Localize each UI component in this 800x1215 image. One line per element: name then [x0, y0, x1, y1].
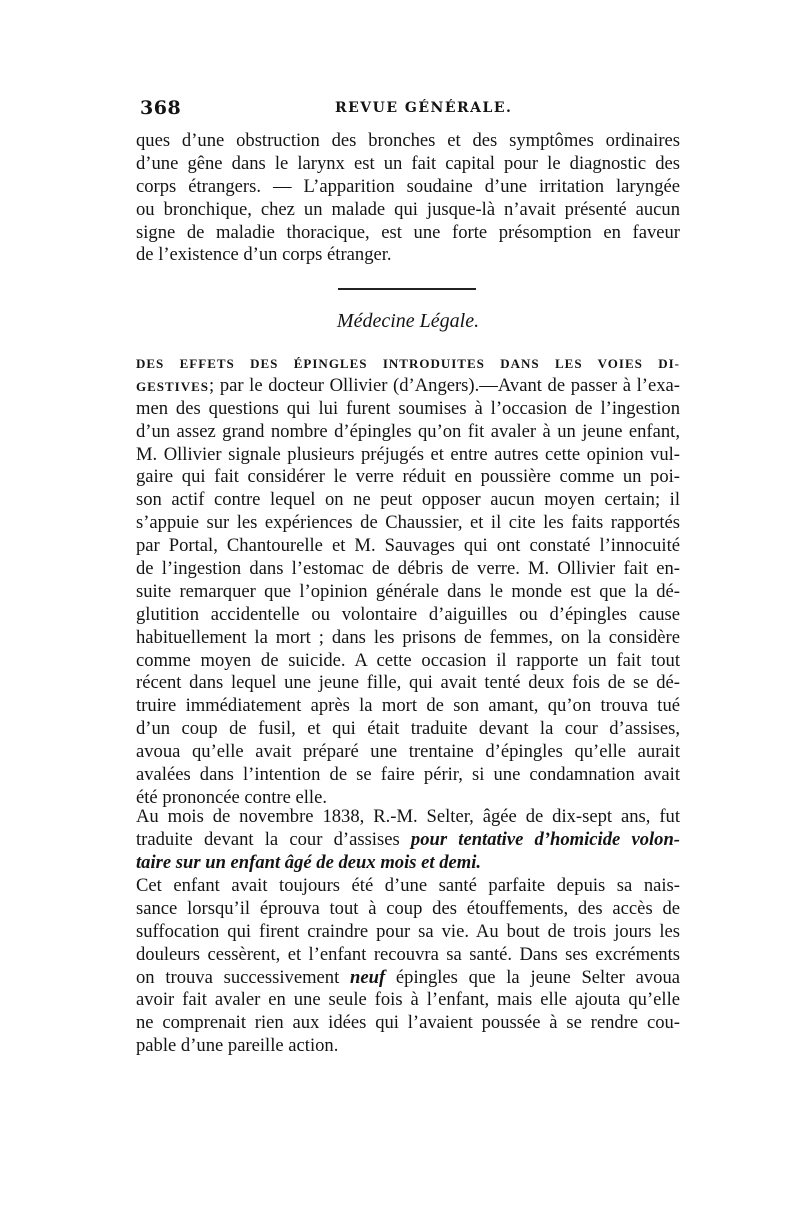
text-line [136, 829, 680, 852]
line-text: traduite devant la cour d’assises [136, 828, 411, 850]
text-line: sance lorsqu’il éprouva tout à coup des étouffements, des accès de [136, 897, 680, 919]
text-line [136, 967, 680, 990]
article-title-line [136, 352, 680, 375]
charge-emphasis: taire sur un enfant âgé de deux mois et demi. [136, 851, 482, 873]
page-number: 368 [140, 97, 182, 119]
text-line: men des questions qui lui furent soumises à l’occasion de l’ingestion [136, 397, 680, 419]
text-line: gaire qui fait considérer le verre réduit en poussière comme un poi- [136, 466, 680, 488]
line-text: épingles que la jeune Selter avoua [385, 966, 680, 988]
text-line: de l’ingestion dans l’estomac de débris de verre. M. Ollivier fait en- [136, 558, 680, 580]
text-line: M. Ollivier signale plusieurs préjugés et entre autres cette opinion vul- [136, 443, 680, 465]
text-line: habituellement la mort ; dans les prisons de femmes, on la considère [136, 626, 680, 648]
text-line [136, 806, 680, 829]
text-line: corps étrangers. — L’apparition soudaine d’une irritation laryngée [136, 175, 680, 197]
article-title-part1: DES EFFETS DES ÉPINGLES INTRODUITES DANS LES VOIES DI- [136, 356, 680, 371]
line-text: Au mois de novembre 1838, R.-M. Selter, âgée de dix-sept ans, fut [136, 806, 680, 827]
running-head [140, 97, 680, 123]
text-line: suite remarquer que l’opinion générale dans le monde est que la dé- [136, 580, 680, 602]
charge-emphasis: pour tentative d’homicide volon- [410, 828, 680, 850]
article-paragraph [136, 352, 680, 810]
text-line [136, 852, 680, 875]
text-line: truire immédiatement après la mort de son amant, qu’on trouva tué [136, 695, 680, 717]
text-line: suffocation qui firent craindre pour sa vie. Au bout de trois jours les [136, 920, 680, 942]
text-line [136, 375, 680, 398]
text-line: d’une gêne dans le larynx est un fait capital pour le diagnostic des [136, 152, 680, 174]
running-title: REVUE GÉNÉRALE. [335, 100, 513, 116]
text-line: douleurs cessèrent, et l’enfant recouvra sa santé. Dans ses excréments [136, 943, 680, 965]
text-line: s’appuie sur les expériences de Chaussier, et il cite les faits rapportés [136, 512, 680, 534]
text-line: glutition accidentelle ou volontaire d’aiguilles ou d’épingles cause [136, 603, 680, 625]
section-divider [342, 288, 472, 290]
line-text: on trouva successivement [136, 966, 351, 988]
text-line: récent dans lequel une jeune fille, qui avait tenté deux fois de se dé- [136, 672, 680, 694]
section-title: Médecine Légale. [336, 310, 480, 332]
text-line: ne comprenait rien aux idées qui l’avaient poussée à se rendre cou- [136, 1012, 680, 1034]
text-line: avoir fait avaler en une seule fois à l’enfant, mais elle ajouta qu’elle [136, 989, 680, 1011]
text-line: avoua qu’elle avait préparé une trentaine d’épingles qu’elle aurait [136, 741, 680, 763]
text-line: de l’existence d’un corps étranger. [136, 244, 392, 266]
article-byline: ; par le docteur Ollivier (d’Angers).—Avant de passer à l’exa- [209, 374, 680, 396]
article-title-part2: GESTIVES [136, 378, 210, 394]
text-line: son actif contre lequel on ne peut opposer aucun moyen certain; il [136, 489, 680, 511]
text-line: ques d’une obstruction des bronches et des symptômes ordinaires [136, 130, 680, 151]
text-line: pable d’une pareille action. [136, 1035, 339, 1057]
text-line: d’un assez grand nombre d’épingles qu’on fit avaler à un jeune enfant, [136, 420, 680, 442]
selter-paragraph [136, 806, 680, 875]
count-emphasis: neuf [350, 966, 386, 988]
text-line: signe de maladie thoracique, est une forte présomption en faveur [136, 221, 680, 243]
text-line: d’un coup de fusil, et qui était traduite devant la cour d’assises, [136, 718, 680, 740]
intro-paragraph [136, 130, 680, 267]
text-line: avalées dans l’intention de se faire périr, si une condamnation avait [136, 764, 680, 786]
text-line: comme moyen de suicide. A cette occasion il rapporte un fait tout [136, 649, 680, 671]
text-line: Cet enfant avait toujours été d’une santé parfaite depuis sa nais- [136, 875, 680, 896]
text-line: par Portal, Chantourelle et M. Sauvages qui ont constaté l’innocuité [136, 535, 680, 557]
child-paragraph [136, 875, 680, 1058]
text-line: ou bronchique, chez un malade qui jusque-là n’avait présenté aucun [136, 198, 680, 220]
text-line: été prononcée contre elle. [136, 786, 327, 808]
